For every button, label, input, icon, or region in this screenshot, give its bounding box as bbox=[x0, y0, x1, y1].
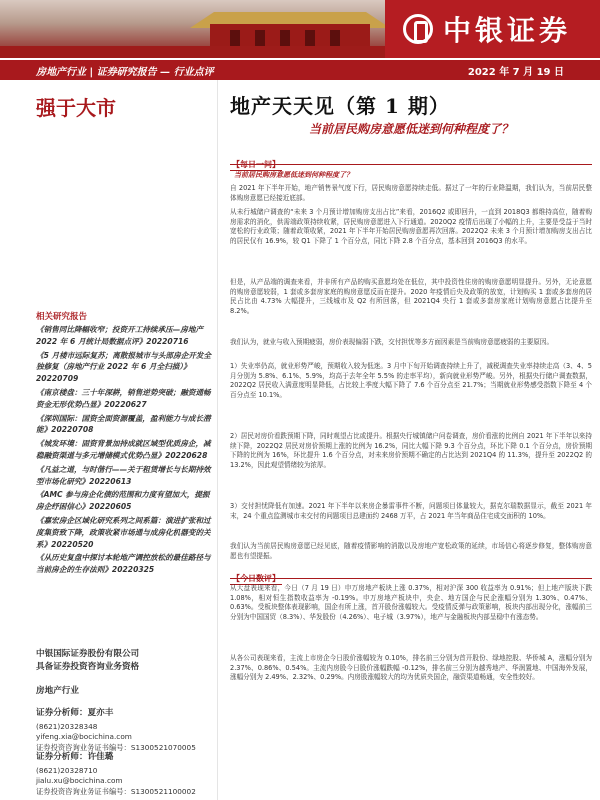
related-item[interactable]: 《南京楼盘：三十年深耕，销售逆势突破；融资通畅资金无形优势凸显》20220627 bbox=[36, 387, 211, 409]
report-title: 地产天天见（第 1 期） bbox=[230, 94, 450, 118]
sub-header-bar bbox=[0, 60, 600, 80]
related-research-list bbox=[36, 324, 214, 578]
daily-question: 当前居民购房意愿低迷到何种程度了？ bbox=[234, 171, 353, 179]
breadcrumb: 房地产行业 | 证券研究报告 — 行业点评 bbox=[36, 66, 214, 78]
boc-logo-icon bbox=[403, 14, 433, 44]
paragraph: 1）失业率仍高，就业形势严峻，预期收入较为低迷。3 月中下旬开始调查持续上升了，减税调查失业率持续走高（3、4、5 月分别为 5.8%、6.1%、5.9%，均高于去年全年 5.5% 的走率平均），新向就业形势严峻。另外，根据央行储户调查数据，2022Q2 居民收入满意度明显降低，占比较上季度大幅下降了 7.6 个百分点至 21.7%；当期就业形势感受指数下降至 4 个百分点至 10.1%。 bbox=[230, 362, 592, 399]
related-item[interactable]: 《销售同比降幅收窄；投资开工持续承压—房地产 2022 年 6 月统计局数据点评》20220716 bbox=[36, 325, 204, 346]
analyst-phone: (8621)20328348 bbox=[36, 721, 98, 731]
paragraph: 从大盘表现来看，今日（7 月 19 日）申万房地产板块上涨 0.37%，相对沪深 300 收益率为 0.91%；但上地产版块下跌 1.08%，相对恒生指数收益率为 -0.19%。申万房地产板块中，央企、地方国企与民企涨幅分别为 1.30%、0.47%、0.63%。受板块整体表现影响，国企有所上涨，首开股份涨幅较大。受疫情反弹与政策影响，板块内部出现分化，涨幅前三分别为中国国贸（8.3%）、华发股份（4.26%）、电子城（3.97%），地产与金融板块内部呈稳中有涨态势。 bbox=[230, 584, 592, 621]
analyst-cert: 证券投资咨询业务证书编号：S1300521070005 bbox=[36, 742, 196, 752]
section-divider bbox=[230, 578, 592, 579]
left-sidebar bbox=[0, 80, 218, 800]
paragraph: 我们认为，就业与收入预期疲弱，房价表现偏弱下跌，交付担忧等多方面因素是当前购房意愿疲弱的主要原因。 bbox=[230, 338, 554, 346]
related-item[interactable]: 《从历史复盘中探讨本轮地产调控放松的最佳路径与当前房企的生存法则》20220325 bbox=[36, 553, 211, 575]
paragraph: 2）居民对房价看跌预期下降，同时观望占比或提升。根据央行城镇储户问卷调查，房价看涨的比例自 2021 年下半年以来持续下降，2022Q2 居民对房价预期上涨的比例为 16.2%，同比大幅下降 9.3 个百分点，环比下降 0.1 个百分点，房价预期下降的比例为 16%，环比提升 1.6 个百分点，对未来房价预期不确定的占比达到 2021Q4 的 11.3%，提升至 2022Q2 的 13.2%，因此观望情绪较为浓厚。 bbox=[230, 432, 592, 469]
paragraph: 自 2021 年下半年开始，地产销售景气度下行，居民购房意愿持续走低。据过了一年的行业降温期，我们认为，当前居民整体购房意愿已经接近底部。 bbox=[230, 184, 592, 202]
industry-rating: 强于大市 bbox=[36, 96, 116, 120]
related-item[interactable]: 《AMC 参与房企化债的范围和力度有望加大，提振房企纾困信心》20220605 bbox=[36, 490, 210, 512]
analyst-block bbox=[36, 708, 214, 753]
paragraph: 我们认为当前居民购房意愿已经见底，随着疫情影响的消散以及房地产宽松政策的延续，市场信心将逐步修复，整体购房意愿也有望提振。 bbox=[230, 542, 592, 560]
analyst-name: 证券分析师：许佳璐 bbox=[36, 752, 114, 762]
analyst-cert: 证券投资咨询业务证书编号：S1300521100002 bbox=[36, 786, 196, 796]
related-item[interactable]: 《城发环境：固资背景加持成就区域型优质房企，减稳融资渠道与多元增储模式优势凸显》20220628 bbox=[36, 439, 211, 460]
analyst-name: 证券分析师：夏亦丰 bbox=[36, 708, 114, 718]
related-item[interactable]: 《5 月楼市远际复苏；离散报城市与头部房企开发全独修复（房地产行业 2022 年 6 月全扫描）》20220709 bbox=[36, 350, 211, 384]
brand-name: 中银证券 bbox=[443, 14, 572, 47]
header-banner bbox=[0, 0, 600, 58]
related-item[interactable]: 《嘉宏房企区域化研究系列之间系篇：演进扩张和过度集资致下降，政策收紧市场通与成房化机器变的关系》20220520 bbox=[36, 515, 211, 549]
report-date: 2022 年 7 月 19 日 bbox=[467, 66, 564, 78]
section-tag-daily-question: 【每日一问】 bbox=[232, 160, 280, 169]
sector-label: 房地产行业 bbox=[36, 686, 79, 696]
report-subtitle: 当前居民购房意愿低迷到何种程度了？ bbox=[308, 122, 513, 136]
analyst-email[interactable]: jialu.xu@bocichina.com bbox=[36, 776, 123, 786]
section-divider bbox=[230, 164, 592, 165]
paragraph: 从各公司表现来看，主流上市房企今日股价涨幅较为 0.10%，排名前三分别为首开股份、绿地控股、华侨城 A，涨幅分别为 2.37%、0.86%、0.54%。主流内房股今日股价涨幅跌幅 -0.12%，排名前三分别为越秀地产、华润置地、中国海外发展，涨幅分别为 2.49%、2.32%、0.29%。内房股涨幅较大的均为优质央国企，融资渠道畅通，安全性较好。 bbox=[230, 654, 592, 681]
brand-logo bbox=[385, 0, 600, 58]
paragraph: 但是，从产品端的调查来看，并非所有产品的购买意愿均处在低位，其中投资性住房的购房意愿明显提升。另外，无论意愿的购房意愿较弱，1 套或多套房家庭的购房意愿反而在提升。2020 年疫情后央及政策的放宽，计划购买 1 套或多套房的居民占比由 4.73% 大幅提升，三线城市及 Q2 有所回落，但 2021Q4 央行 1 套或多套房家庭计划购房意愿占比提升至 8.2%。 bbox=[230, 278, 592, 315]
analyst-email[interactable]: yifeng.xia@bocichina.com bbox=[36, 732, 132, 742]
analyst-phone: (8621)20328710 bbox=[36, 765, 98, 775]
company-name: 中银国际证券股份有限公司 具备证券投资咨询业务资格 bbox=[36, 649, 140, 672]
section-tag-daily-review: 【今日数评】 bbox=[232, 574, 280, 583]
analyst-block bbox=[36, 752, 214, 797]
paragraph: 从未行城储户调查的“未来 3 个月预计增加购房支出占比”来看，2016Q2 或即回升，一直到 2018Q3 都维持高位，随着购房需求的消化，供需端政策持续收紧，居民购房意愿进入下行通道。2020Q2 疫情后出现了小幅的上升，主要是受益于当时宽松的行业政策；随着政策收紧，2021 年下半年开始居民购房意愿再次回落。2022Q2 未来 3 个月预计增加购房支出占比的居民仅有 16.9%，较 Q1 下降了 1 个百分点，同比下降 2.8 个百分点，基本回到 2016Q3 的水平。 bbox=[230, 208, 592, 245]
related-item[interactable]: 《深圳国际：国资全面资源覆盖，盈利能力与成长潜能》20220708 bbox=[36, 413, 211, 435]
related-research-title: 相关研究报告 bbox=[36, 312, 88, 322]
related-item[interactable]: 《凡益之道，与时偕行——关于租赁增长与长期持效型市场化研究》20220613 bbox=[36, 464, 211, 486]
paragraph: 3）交付担忧降低有加速。2021 年下半年以来房企暴雷事件不断，问题项目体量较大，据克尔瑞数据显示，截至 2021 年末，24 个重点监测城市未交付的问题项目总建面约 2468 万平，占 2021 年当年商品住宅成交面积的 10%。 bbox=[230, 502, 592, 520]
